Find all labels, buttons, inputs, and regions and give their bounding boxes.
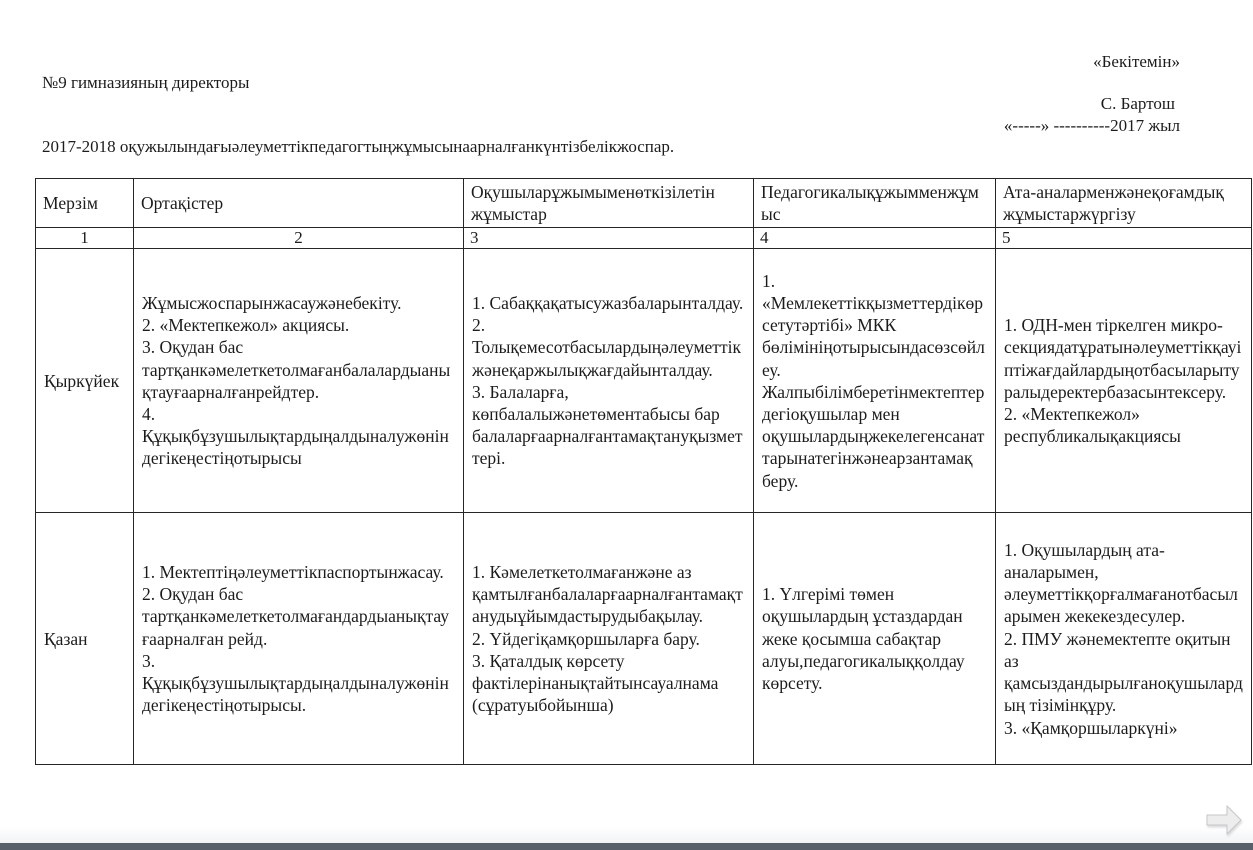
task-item: 1. Үлгерімі төмен оқушылардың ұстаздардан жеке қосымша сабақтар алуы,педагогикалыққолдау көрсету. — [762, 584, 965, 694]
task-item: 3. «Қамқоршыларкүні» — [1004, 717, 1178, 738]
work-plan-table — [35, 178, 1252, 765]
task-item: 3. Қаталдық көрсету фактілерінанықтайтынсауалнама (сұратуыбойынша) — [472, 650, 719, 716]
column-number: 4 — [754, 228, 996, 249]
column-header-parent-work: Ата-аналарменжәнеқоғамдық жұмыстаржүргізу — [996, 179, 1252, 228]
task-item: 1. Мектептіңәлеуметтікпаспортынжасау. — [142, 562, 444, 583]
task-item: 2. «Мектепкежол» акциясы. — [142, 315, 350, 336]
column-header-teacher-work: Педагогикалықұжымменжұмыс — [754, 179, 996, 228]
cell-student-tasks — [464, 513, 754, 765]
cell-teacher-tasks — [754, 249, 996, 513]
task-item: 3. Оқудан бас тартқанкәмелеткетолмағанбалалардыанықтауғаарналғанрейдтер. — [142, 337, 451, 402]
task-item: 1. Кәмелеткетолмағанжәне аз қамтылғанбалаларғаарналғантамақтанудыұйымдастырудыбақылау. — [472, 562, 743, 627]
month-cell: Қыркүйек — [36, 249, 134, 513]
column-number: 3 — [464, 228, 754, 249]
task-item: 4. Құқықбұзушылықтардыңалдыналужөніндегікеңестіңотырысы — [142, 404, 449, 469]
footer-fade — [0, 827, 1253, 843]
director-line: №9 гимназияның директоры — [42, 73, 250, 92]
month-cell: Қазан — [36, 513, 134, 765]
next-slide-arrow-icon[interactable] — [1205, 803, 1243, 837]
cell-teacher-tasks — [754, 513, 996, 765]
cell-common-tasks — [134, 249, 464, 513]
task-item: 1. ОДН-мен тіркелген микро-секциядатұратынәлеуметтікқауіптіжағдайлардыңотбасыларытуралыдеректербазасынтексеру. — [1004, 315, 1242, 402]
approve-label: «Бекітемін» — [1093, 52, 1180, 71]
column-header-term: Мерзім — [36, 179, 134, 228]
task-item: 3. Құқықбұзушылықтардыңалдыналужөніндегікеңестіңотырысы. — [142, 650, 449, 716]
cell-common-tasks — [134, 513, 464, 765]
column-number-row — [36, 228, 1252, 249]
task-item: Жұмысжоспарынжасаужәнебекіту. — [142, 292, 402, 313]
task-item: 1. Сабаққақатысужазбаларынталдау. — [472, 292, 744, 313]
column-number: 1 — [36, 228, 134, 249]
column-number: 5 — [996, 228, 1252, 249]
column-header-student-work: Оқушыларұжымыменөткізілетін жұмыстар — [464, 179, 754, 228]
cell-parent-tasks — [996, 513, 1252, 765]
document-title: 2017-2018 оқужылындағыәлеуметтікпедагогтыңжұмысынаарналғанкүнтізбелікжоспар. — [42, 137, 675, 156]
task-item: 2. Оқудан бас тартқанкәмелеткетолмағандардыанықтауғаарналған рейд. — [142, 584, 449, 649]
task-item: 1. Оқушылардың ата-аналарымен, әлеуметтікқорғалмағанотбасыларымен жекекездесулер. — [1004, 539, 1238, 627]
cell-parent-tasks — [996, 249, 1252, 513]
slide-footer-bar — [0, 843, 1253, 850]
cell-student-tasks — [464, 249, 754, 513]
column-number: 2 — [134, 228, 464, 249]
table-row-october — [36, 513, 1252, 765]
table-row-september — [36, 249, 1252, 513]
date-line: «-----» ----------2017 жыл — [1003, 116, 1180, 135]
signature-name: С. Бартош — [1100, 94, 1175, 113]
column-header-common-tasks: Ортақістер — [134, 179, 464, 228]
task-item: 3. Балаларға, көпбалалыжәнетөментабысы бар балаларғаарналғантамақтануқызметтері. — [472, 381, 743, 469]
task-item: 2. Толықемесотбасылардыңәлеуметтікжәнеқаржылықжағдайынталдау. — [472, 315, 741, 380]
task-item: 1. «Мемлекеттікқызметтердікөрсетутәртібі» МКК бөлімініңотырысындасөзсөйлеу. Жалпыбілімберетінмектептердегіоқушылар мен оқушылардыңжекелегенсанаттарынатегінжәнеарзантамақ беру. — [762, 270, 985, 491]
table-header-row — [36, 179, 1252, 228]
task-item: 2. «Мектепкежол» республикалықакциясы — [1004, 404, 1181, 447]
task-item: 2. ПМУ жәнемектепте оқитын аз қамсыздандырылғаноқушылардың тізімінқұру. — [1004, 628, 1243, 716]
task-item: 2. Үйдегіқамқоршыларға бару. — [472, 628, 700, 649]
